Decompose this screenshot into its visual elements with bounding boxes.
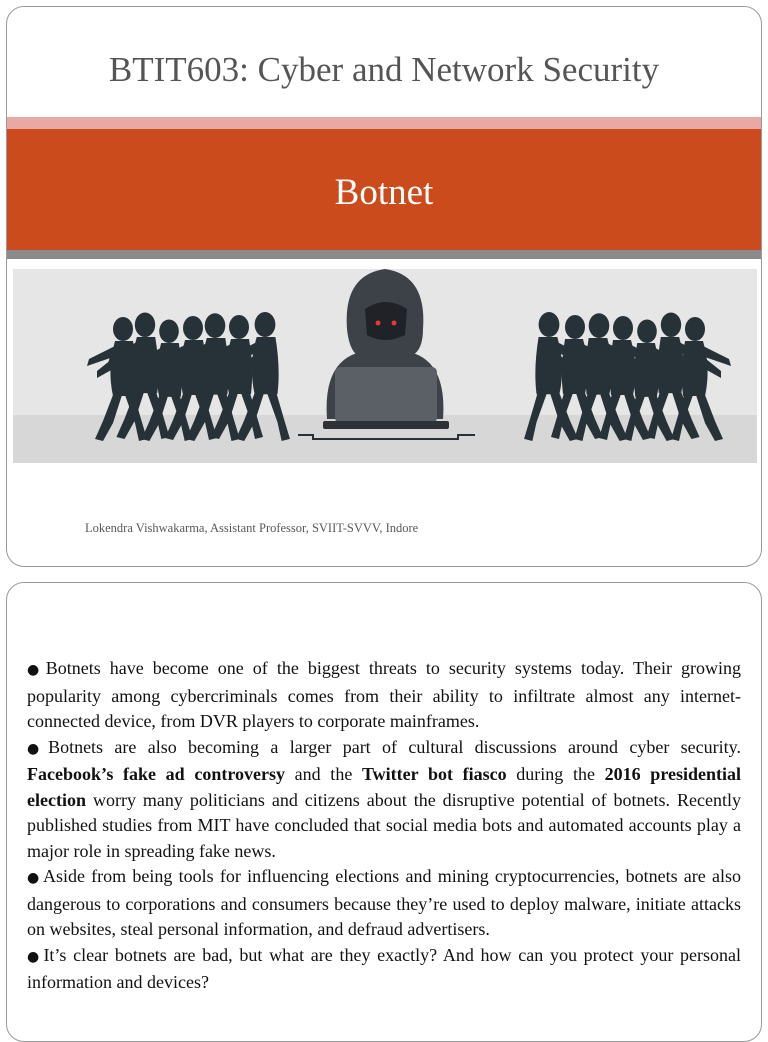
bullet-icon: ● bbox=[27, 948, 42, 965]
content-slide bbox=[6, 582, 762, 1042]
title-band bbox=[7, 129, 761, 250]
topic-title: Botnet bbox=[334, 172, 434, 213]
title-slide bbox=[6, 6, 762, 567]
bullet-item-2 bbox=[27, 735, 741, 865]
hacker-with-laptop-controlling-zombie-bots-icon bbox=[13, 269, 757, 463]
author-credit: Lokendra Vishwakarma, Assistant Professor, SVIIT-SVVV, Indore bbox=[85, 521, 419, 535]
bullet-list bbox=[27, 656, 741, 996]
bullet-text: worry many politicians and citizens about the disruptive potential of botnets. Recently published studies from MIT have concluded that social media bots and automated accounts play a major role in spreading fake news. bbox=[27, 789, 741, 861]
bullet-item-4 bbox=[27, 943, 741, 996]
highlight-election: 2016 presidential election bbox=[27, 764, 741, 810]
course-title: BTIT603: Cyber and Network Security bbox=[108, 50, 660, 89]
highlight-facebook: Facebook’s fake ad controversy bbox=[27, 764, 285, 784]
bullet-item-1 bbox=[27, 656, 741, 735]
bullet-icon: ● bbox=[27, 740, 47, 757]
highlight-twitter: Twitter bot fiasco bbox=[361, 764, 507, 784]
band-top-strip bbox=[7, 117, 761, 129]
bullet-text: Botnets are also becoming a larger part of cultural discussions around cyber security. bbox=[48, 736, 741, 757]
bullet-text: Botnets have become one of the biggest threats to security systems today. Their growing popularity among cybercriminals comes from their ability to infiltrate almost any internet-connected device, from DVR players to corporate mainframes. bbox=[27, 658, 741, 731]
bullet-text: Aside from being tools for influencing elections and mining cryptocurrencies, botnets are also dangerous to corporations and consumers because they’re used to deploy malware, initiate attacks on websites, steal personal information, and defraud advertisers. bbox=[27, 866, 742, 939]
bullet-text: It’s clear botnets are bad, but what are they exactly? And how can you protect your personal information and devices? bbox=[27, 944, 742, 992]
band-bottom-strip bbox=[7, 250, 761, 259]
bullet-text: and the bbox=[284, 764, 362, 784]
bullet-icon: ● bbox=[27, 662, 44, 678]
bullet-text: during the bbox=[506, 764, 605, 784]
botnet-illustration bbox=[13, 269, 757, 463]
bullet-item-3 bbox=[27, 864, 741, 943]
bullet-icon: ● bbox=[27, 870, 41, 886]
